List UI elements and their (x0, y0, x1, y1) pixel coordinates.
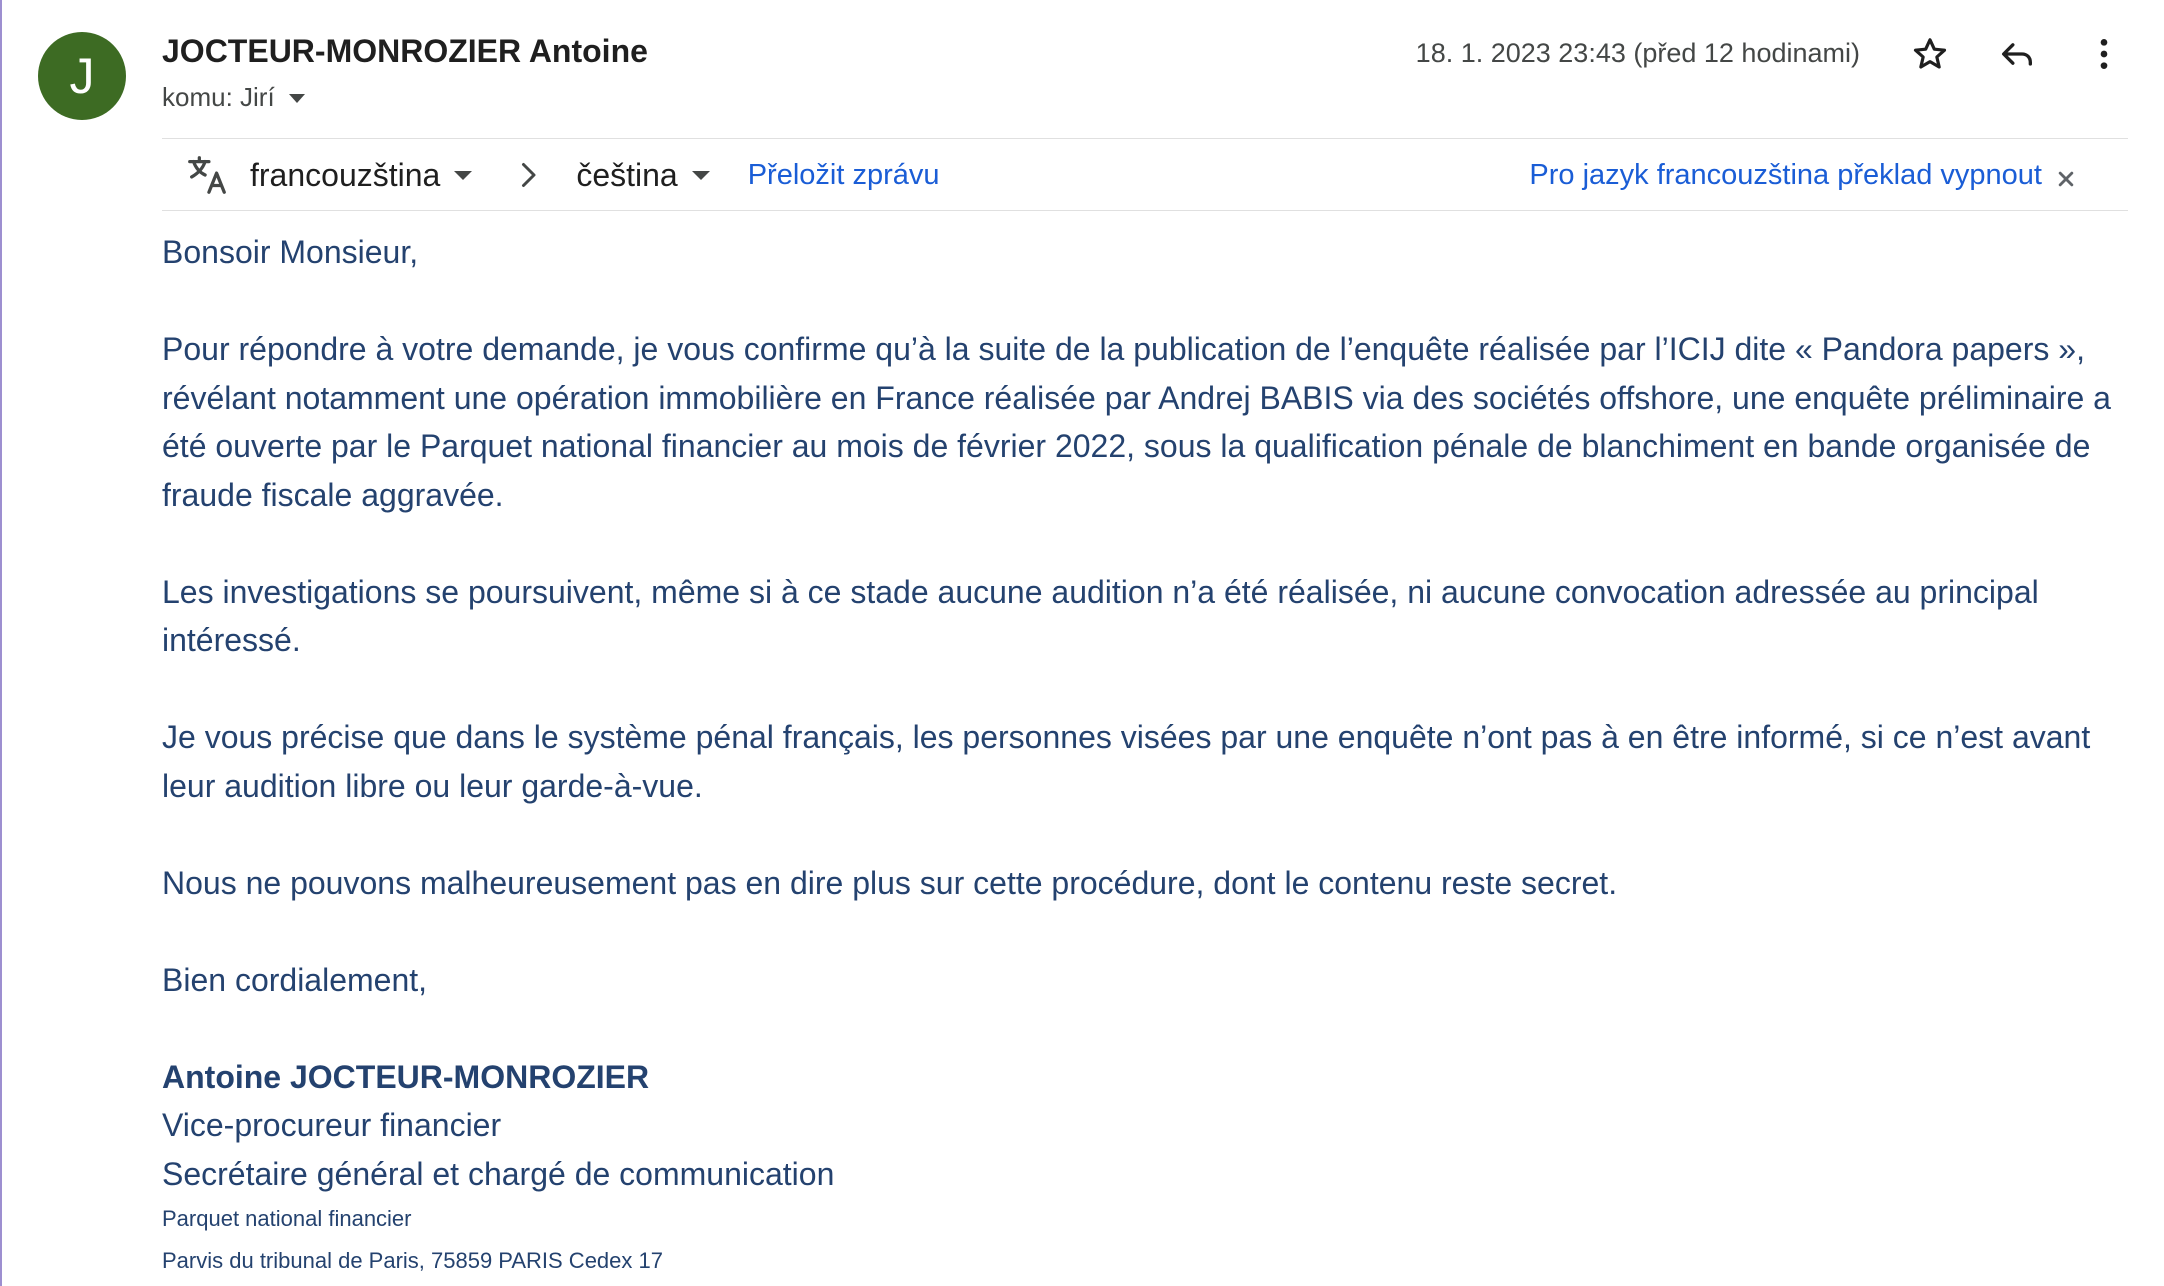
target-language-select[interactable] (576, 157, 709, 194)
divider (162, 210, 2128, 211)
reply-icon (1997, 34, 2037, 74)
signature-organization: Parquet national financier (162, 1206, 412, 1231)
signature-name: Antoine JOCTEUR-MONROZIER (162, 1058, 650, 1095)
signature-address: Parvis du tribunal de Paris, 75859 PARIS Cedex 17 (162, 1248, 663, 1273)
chevron-down-icon (692, 171, 710, 180)
body-paragraph: Nous ne pouvons malheureusement pas en dire plus sur cette procédure, dont le contenu reste secret. (162, 864, 1618, 901)
turn-off-translation (1529, 147, 2076, 203)
source-language-select[interactable] (250, 157, 472, 194)
star-icon (1910, 34, 1950, 74)
recipient-label: komu: Jirí (162, 82, 275, 112)
source-language-label: francouzština (250, 156, 441, 193)
more-vert-icon (2084, 34, 2124, 74)
body-paragraph: Bonsoir Monsieur, (162, 234, 419, 270)
divider (162, 138, 2128, 139)
email-body (162, 228, 2128, 1282)
body-paragraph: Bien cordialement, (162, 961, 428, 998)
email-timestamp: 18. 1. 2023 23:43 (před 12 hodinami) (1415, 38, 1860, 68)
avatar[interactable]: J (38, 32, 126, 120)
body-paragraph: Pour répondre à votre demande, je vous confirme qu’à la suite de la publication de l’enquête réalisée par l’ICIJ dite « Pandora papers », révélant notamment une opération immobilière en France réalisée par Andrej BABIS via des sociétés offshore, une enquête préliminaire a été ouverte par le Parquet national financier au mois de février 2022, sous la qualification pénale de blanchiment en bande organisée de fraude fiscale aggravée. (162, 331, 2111, 513)
reply-button[interactable] (1993, 30, 2041, 78)
chevron-down-icon (289, 94, 305, 103)
signature (162, 1053, 2128, 1283)
signature-title: Vice-procureur financier (162, 1107, 502, 1143)
chevron-right-icon (510, 157, 546, 193)
translate-icon (184, 152, 230, 198)
close-icon[interactable] (2056, 169, 2076, 189)
translate-message-link[interactable]: Přeložit zprávu (747, 158, 940, 191)
recipient-toggle[interactable] (162, 82, 305, 113)
signature-title: Secrétaire général et chargé de communication (162, 1155, 835, 1192)
turn-off-translation-link[interactable]: Pro jazyk francouzština překlad vypnout (1529, 158, 2042, 191)
more-options-button[interactable] (2080, 30, 2128, 78)
body-paragraph: Je vous précise que dans le système pénal français, les personnes visées par une enquête n’ont pas à en être informé, si ce n’est avant leur audition libre ou leur garde-à-vue. (162, 719, 2091, 804)
sender-name[interactable]: JOCTEUR-MONROZIER Antoine (162, 33, 648, 69)
body-paragraph: Les investigations se poursuivent, même si à ce stade aucune audition n’a été réalisée, ni aucune convocation adressée au principal intéressé. (162, 573, 2039, 658)
translate-bar (162, 140, 2128, 210)
star-button[interactable] (1906, 30, 1954, 78)
chevron-down-icon (454, 171, 472, 180)
target-language-label: čeština (576, 156, 678, 193)
